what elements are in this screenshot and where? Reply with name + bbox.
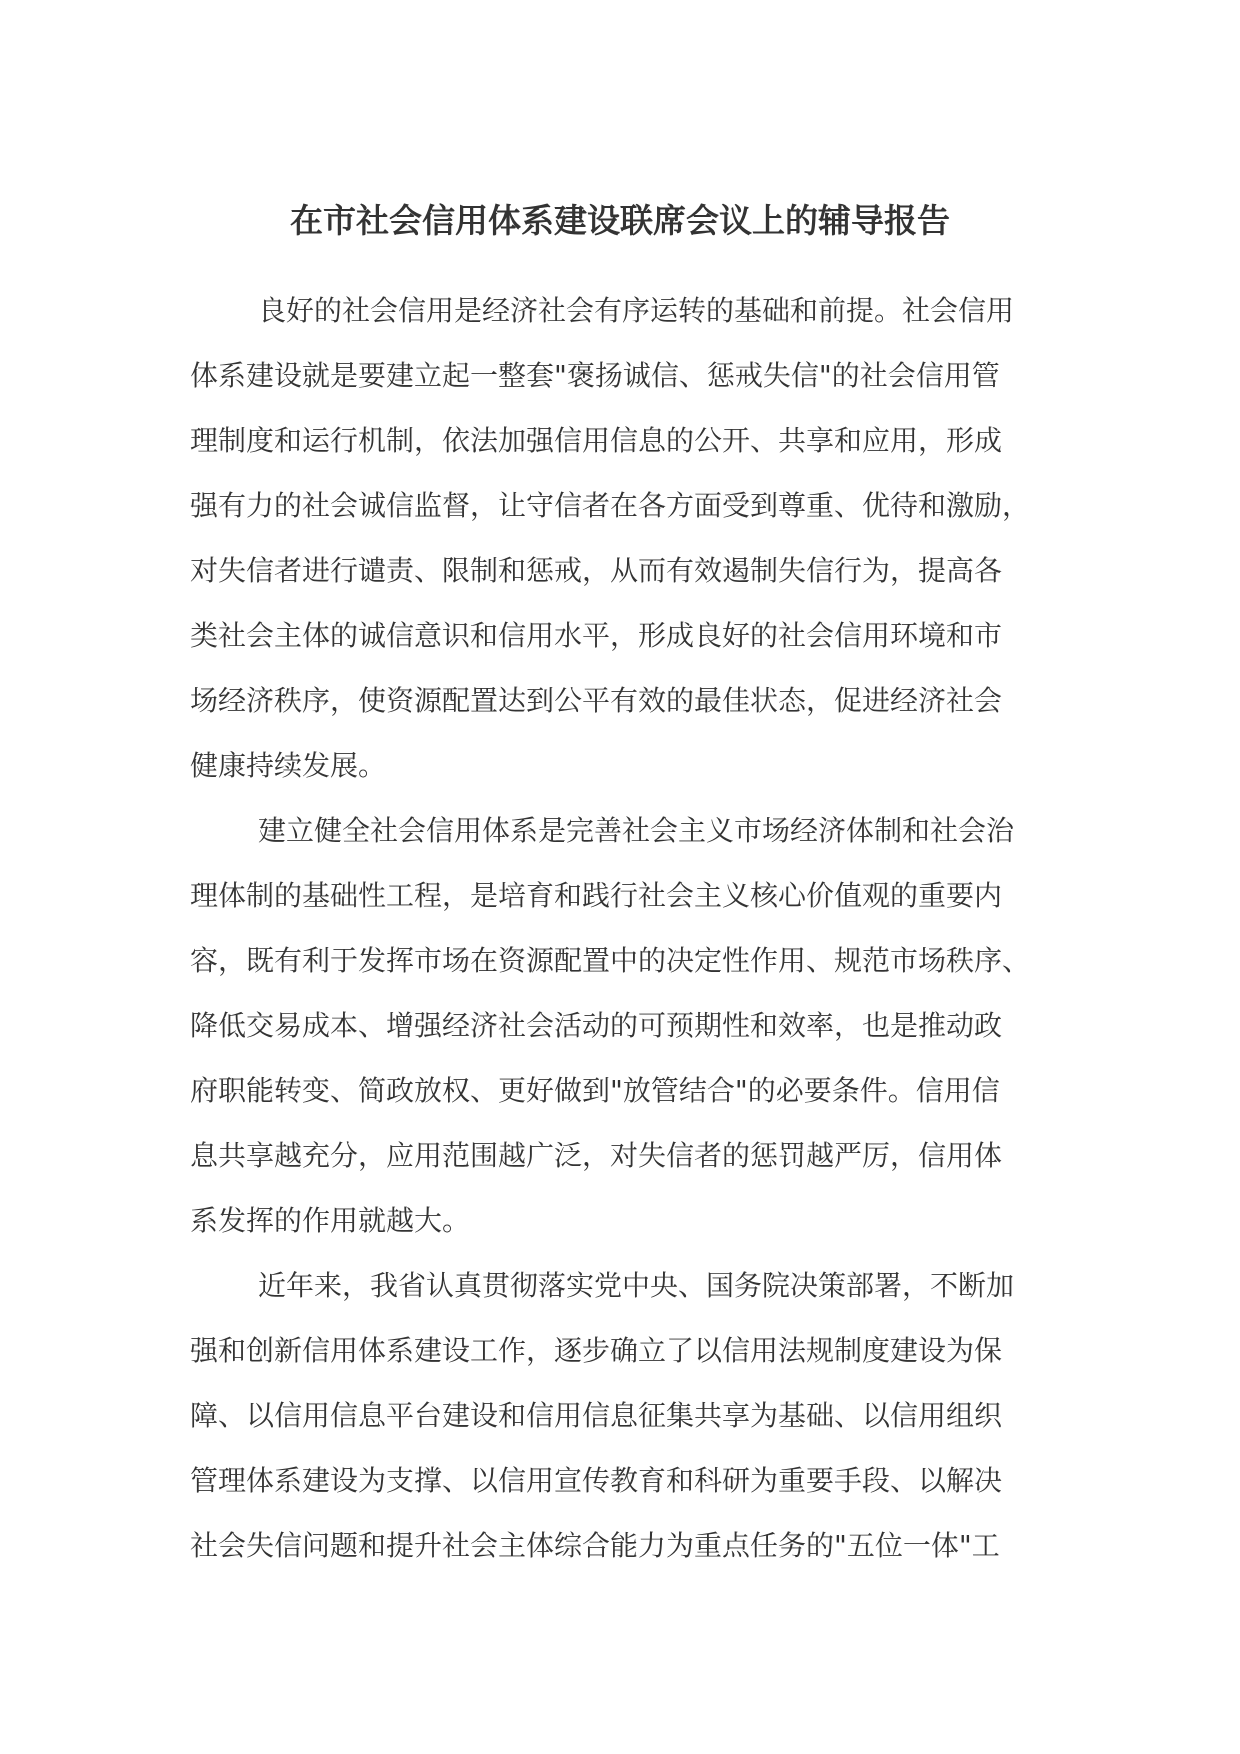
paragraph-3-line-3: 障、以信用信息平台建设和信用信息征集共享为基础、以信用组织: [190, 1399, 1003, 1432]
document-body: [190, 278, 1070, 1578]
paragraph-1-line-3: 理制度和运行机制，依法加强信用信息的公开、共享和应用，形成: [190, 424, 1003, 457]
paragraph-1-line-8: 健康持续发展。: [190, 749, 387, 782]
paragraph-2-line-3: 容，既有利于发挥市场在资源配置中的决定性作用、规范市场秩序、: [190, 944, 1031, 977]
paragraph-3-line-5: 社会失信问题和提升社会主体综合能力为重点任务的"五位一体"工: [190, 1529, 1000, 1562]
paragraph-2-line-7: 系发挥的作用就越大。: [190, 1204, 471, 1237]
paragraph-2-line-6: 息共享越充分，应用范围越广泛，对失信者的惩罚越严厉，信用体: [190, 1139, 1003, 1172]
paragraph-3-line-1: 近年来，我省认真贯彻落实党中央、国务院决策部署，不断加: [258, 1269, 1015, 1302]
paragraph-2-line-5: 府职能转变、简政放权、更好做到"放管结合"的必要条件。信用信: [190, 1074, 1000, 1107]
paragraph-2-line-2: 理体制的基础性工程，是培育和践行社会主义核心价值观的重要内: [190, 879, 1003, 912]
paragraph-1-line-7: 场经济秩序，使资源配置达到公平有效的最佳状态，促进经济社会: [190, 684, 1003, 717]
document-title: 在市社会信用体系建设联席会议上的辅导报告: [290, 201, 950, 240]
paragraph-1-line-4: 强有力的社会诚信监督，让守信者在各方面受到尊重、优待和激励，: [190, 489, 1031, 522]
paragraph-2-line-1: 建立健全社会信用体系是完善社会主义市场经济体制和社会治: [258, 814, 1015, 847]
paragraph-2-line-4: 降低交易成本、增强经济社会活动的可预期性和效率，也是推动政: [190, 1009, 1003, 1042]
paragraph-3-line-2: 强和创新信用体系建设工作，逐步确立了以信用法规制度建设为保: [190, 1334, 1003, 1367]
paragraph-1-line-1: 良好的社会信用是经济社会有序运转的基础和前提。社会信用: [258, 294, 1015, 327]
paragraph-3-line-4: 管理体系建设为支撑、以信用宣传教育和科研为重要手段、以解决: [190, 1464, 1003, 1497]
paragraph-1-line-6: 类社会主体的诚信意识和信用水平，形成良好的社会信用环境和市: [190, 619, 1003, 652]
paragraph-1-line-2: 体系建设就是要建立起一整套"褒扬诚信、惩戒失信"的社会信用管: [190, 359, 1000, 392]
paragraph-1-line-5: 对失信者进行谴责、限制和惩戒，从而有效遏制失信行为，提高各: [190, 554, 1003, 587]
